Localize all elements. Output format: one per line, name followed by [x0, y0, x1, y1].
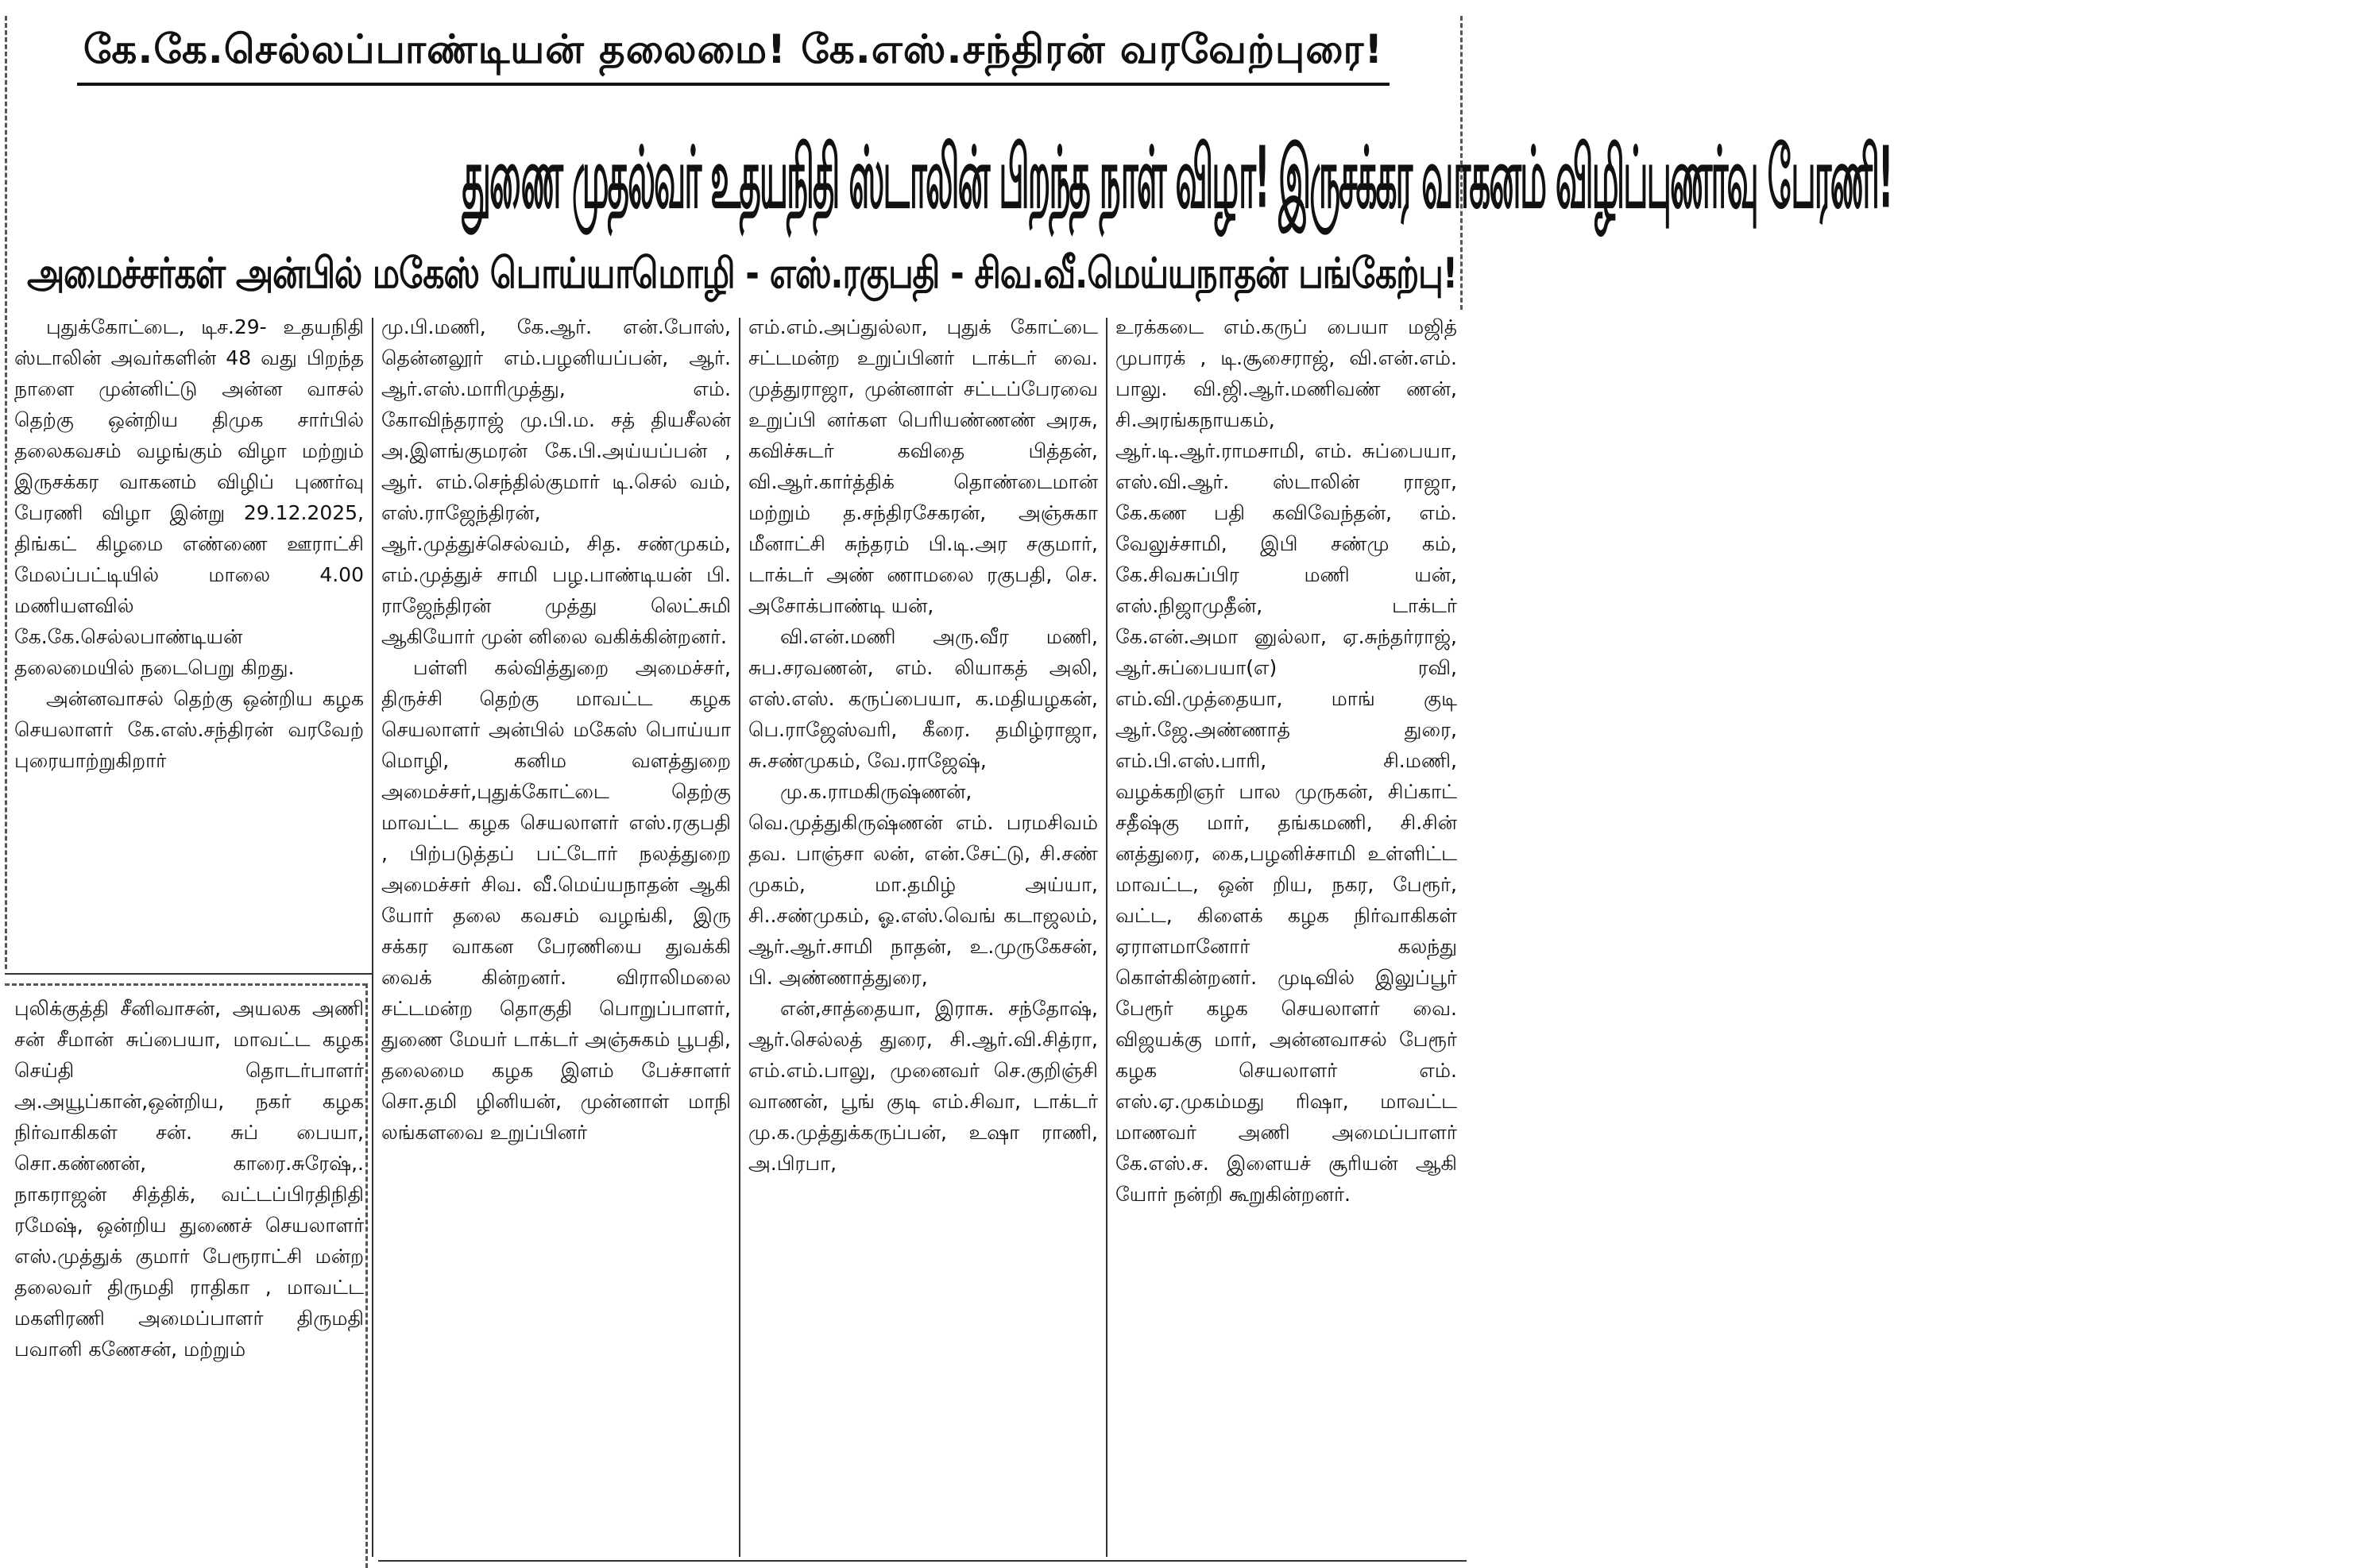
article-paragraph: அன்னவாசல் தெற்கு ஒன்றிய கழக செயலாளர் கே.எஸ்.சந்திரன் வரவேற் புரையாற்றுகிறார்: [14, 687, 364, 772]
box-right-dash: [365, 983, 368, 1568]
kicker-text: கே.கே.செல்லப்பாண்டியன் தலைமை! கே.எஸ்.சந்திரன் வரவேற்புரை!: [77, 16, 1390, 86]
left-border-dash: [5, 16, 7, 969]
page-bottom-rule: [378, 1560, 1467, 1562]
article-paragraph: என்,சாத்தையா, இராசு. சந்தோஷ், ஆர்.செல்லத் துரை, சி.ஆர்.வி.சித்ரா, எம்.எம்.பாலு, முனைவர் செ.குறிஞ்சி வாணன், பூங் குடி எம்.சிவா, டாக்டர் மு.க.முத்துக்கருப்பன், உஷா ராணி, அ.பிரபா,: [748, 997, 1098, 1175]
column-rule-3: [1106, 318, 1107, 1557]
main-headline: [0, 119, 1892, 238]
column1-bottom-rule: [5, 973, 372, 975]
article-paragraph: உரக்கடை எம்.கருப் பையா மஜித் முபாரக் , டி.சூசைராஜ், வி.என்.எம். பாலு. வி.ஜி.ஆர்.மணிவண் ணன், சி.அரங்கநாயகம், ஆர்.டி.ஆர்.ராமசாமி, எம். சுப்பையா, எஸ்.வி.ஆர். ஸ்டாலின் ராஜா, கே.கண பதி கவிவேந்தன், எம். வேலுச்சாமி, இபி சண்மு கம், கே.சிவசுப்பிர மணி யன், எஸ்.நிஜாமுதீன், டாக்டர் கே.என்.அமா னுல்லா, ஏ.சுந்தர்ராஜ், ஆர்.சுப்பையா(எ) ரவி, எம்.வி.முத்தையா, மாங் குடி ஆர்.ஜே.அண்ணாத் துரை, எம்.பி.எஸ்.பாரி, சி.மணி, வழக்கறிஞர் பால முருகன், சிப்காட் சதீஷ்கு மார், தங்கமணி, சி.சின் னத்துரை, கை,பழனிச்சாமி உள்ளிட்ட மாவட்ட, ஒன் றிய, நகர, பேரூர், வட்ட, கிளைக் கழக நிர்வாகிகள் ஏராளமானோர் கலந்து கொள்கின்றனர். முடிவில் இலுப்பூர் பேரூர் கழக செயலாளர் வை. விஜயக்கு மார், அன்னவாசல் பேரூர் கழக செயலாளர் எம். எஸ்.ஏ.முகம்மது ரிஷா, மாவட்ட மாணவர் அணி அமைப்பாளர் கே.எஸ்.ச. இளையச் சூரியன் ஆகி யோர் நன்றி கூறுகின்றனர்.: [1115, 315, 1457, 1206]
article-paragraph: பள்ளி கல்வித்துறை அமைச்சர், திருச்சி தெற்கு மாவட்ட கழக செயலாளர் அன்பில் மகேஸ் பொய்யா மொழி, கனிம வளத்துறை அமைச்சர்,புதுக்கோட்டை தெற்கு மாவட்ட கழக செயலாளர் எஸ்.ரகுபதி , பிற்படுத்தப் பட்டோர் நலத்துறை அமைச்சர் சிவ. வீ.மெய்யநாதன் ஆகி யோர் தலை கவசம் வழங்கி, இரு சக்கர வாகன பேரணியை துவக்கி வைக் கின்றனர். விராலிமலை சட்டமன்ற தொகுதி பொறுப்பாளர், துணை மேயர் டாக்டர் அஞ்சுகம் பூபதி, தலைமை கழக இளம் பேச்சாளர் சொ.தமி ழினியன், முன்னாள் மாநி லங்களவை உறுப்பினர்: [381, 656, 731, 1144]
main-headline-text: துணை முதல்வர் உதயநிதி ஸ்டாலின் பிறந்த நாள் விழா! இருசக்கர வாகனம் விழிப்புணர்வு பேரணி!: [462, 129, 1892, 228]
kicker-headline: [0, 16, 1467, 87]
article-paragraph: புலிக்குத்தி சீனிவாசன், அயலக அணி சன் சீமான் சுப்பையா, மாவட்ட கழக செய்தி தொடர்பாளர் அ.அயூப்கான்,ஒன்றிய, நகர் கழக நிர்வாகிகள் சன். சுப் பையா, சொ.கண்ணன், காரை.சுரேஷ்,. நாகராஜன் சித்திக், வட்டப்பிரதிநிதி ரமேஷ், ஒன்றிய துணைச் செயலாளர் எஸ்.முத்துக் குமார் பேரூராட்சி மன்ற தலைவர் திருமதி ராதிகா , மாவட்ட மகளிரணி அமைப்பாளர் திருமதி பவானி கணேசன், மற்றும்: [14, 997, 364, 1361]
article-column-2: [381, 311, 731, 1558]
article-paragraph: மு.க.ராமகிருஷ்ணன், வெ.முத்துகிருஷ்ணன் எம். பரமசிவம் தவ. பாஞ்சா லன், என்.சேட்டு, சி.சண் முகம், மா.தமிழ் அய்யா, சி..சண்முகம், ஓ.எஸ்.வெங் கடாஜலம், ஆர்.ஆர்.சாமி நாதன், உ.முருகேசன், பி. அண்ணாத்துரை,: [748, 780, 1098, 989]
article-paragraph: புதுக்கோட்டை, டிச.29- உதயநிதி ஸ்டாலின் அவர்களின் 48 வது பிறந்த நாளை முன்னிட்டு அன்ன வாசல் தெற்கு ஒன்றிய திமுக சார்பில் தலைகவசம் வழங்கும் விழா மற்றும் இருசக்கர வாகனம் விழிப் புணர்வு பேரணி விழா இன்று 29.12.2025, திங்கட் கிழமை எண்ணை ஊராட்சி மேலப்பட்டியில் மாலை 4.00 மணியளவில் கே.கே.செல்லபாண்டியன் தலைமையில் நடைபெறு கிறது.: [14, 315, 364, 679]
article-column-1: [14, 311, 364, 971]
sub-headline: [0, 242, 1467, 306]
right-border-dash: [1460, 16, 1463, 310]
article-column-4: [1115, 311, 1457, 1558]
box-top-dash: [5, 983, 367, 986]
article-paragraph: எம்.எம்.அப்துல்லா, புதுக் கோட்டை சட்டமன்ற உறுப்பினர் டாக்டர் வை. முத்துராஜா, முன்னாள் சட்டப்பேரவை உறுப்பி னர்கள பெரியண்ணண் அரசு, கவிச்சுடர் கவிதை பித்தன், வி.ஆர்.கார்த்திக் தொண்டைமான் மற்றும் த.சந்திரசேகரன், அஞ்சுகா மீனாட்சி சுந்தரம் பி.டி.அர சகுமார், டாக்டர் அண் ணாமலை ரகுபதி, செ. அசோக்பாண்டி யன்,: [748, 315, 1098, 617]
sub-headline-text: அமைச்சர்கள் அன்பில் மகேஸ் பொய்யாமொழி - எஸ்.ரகுபதி - சிவ.வீ.மெய்யநாதன் பங்கேற்பு!: [27, 249, 1458, 298]
article-paragraph: மு.பி.மணி, கே.ஆர். என்.போஸ், தென்னலூர் எம்.பழனியப்பன், ஆர். ஆர்.எஸ்.மாரிமுத்து, எம். கோவிந்தராஜ் மு.பி.ம. சத் தியசீலன் அ.இளங்குமரன் கே.பி.அய்யப்பன் , ஆர். எம்.செந்தில்குமார் டி.செல் வம், எஸ்.ராஜேந்திரன், ஆர்.முத்துச்செல்வம், சித. சண்முகம், எம்.முத்துச் சாமி பழ.பாண்டியன் பி. ராஜேந்திரன் முத்து லெட்சுமி ஆகியோர் முன் னிலை வகிக்கின்றனர்.: [381, 315, 731, 648]
column-rule-2: [739, 318, 740, 1557]
article-column-3: [748, 311, 1098, 1558]
column-rule-1: [372, 318, 373, 1557]
article-paragraph: வி.என்.மணி அரு.வீர மணி, சுப.சரவணன், எம். லியாகத் அலி, எஸ்.எஸ். கருப்பையா, க.மதியழகன், பெ.ராஜேஸ்வரி, கீரை. தமிழ்ராஜா, சு.சண்முகம், வே.ராஜேஷ்,: [748, 625, 1098, 772]
article-column-1-continued: [14, 993, 364, 1563]
